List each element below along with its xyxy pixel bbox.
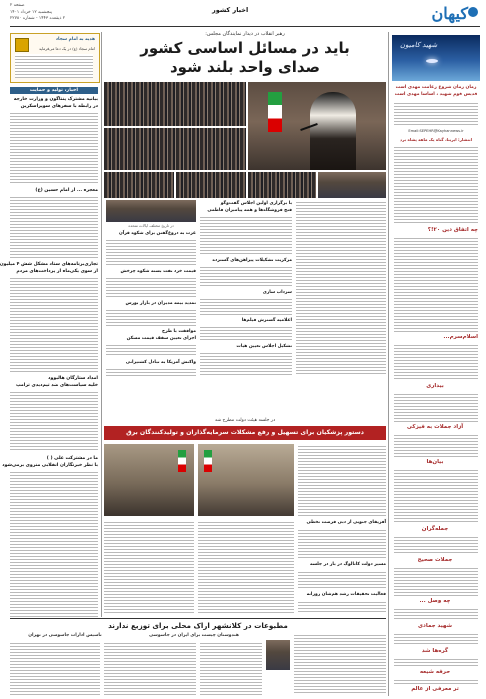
mid-text-c1 <box>106 238 196 266</box>
kayhan-logo[interactable] <box>428 4 480 28</box>
right-text-9 <box>394 607 478 621</box>
section-label: اخبار کشور <box>212 6 249 14</box>
date-line-1: پنجشنبه ۱۲ خرداد ۱۴۰۱ <box>10 10 53 15</box>
mid-h10: موافقت با طرح <box>161 329 196 334</box>
left-item4-head: امداد ستارگان هالیوود <box>48 376 98 381</box>
left-column <box>0 31 98 619</box>
left-column-divider <box>101 32 102 617</box>
mid-h7: عزت به دروغ‌گفتن برای شکوه قرآن <box>118 231 196 236</box>
ad-body <box>15 54 93 78</box>
bottom-text-2 <box>200 641 262 695</box>
flag-icon-2 <box>178 450 186 472</box>
right-text-4 <box>394 392 478 422</box>
mid-text-c4 <box>106 343 196 357</box>
left-item1-sub: در رابطه با سفرهای سوپراسکرین <box>20 104 98 109</box>
mid-h11: اجرای تعیین سقف قیمت مسکن <box>126 336 196 341</box>
moon-icon <box>426 59 438 63</box>
masthead-rule <box>10 26 480 27</box>
right-heading-10: شهید جمادی <box>418 623 452 629</box>
second-text-l2 <box>198 520 294 614</box>
mid-caption-1: در تاریخ مختلف ایالات متحده <box>128 223 174 228</box>
left-text-2 <box>10 195 98 259</box>
left-text-4 <box>10 390 98 452</box>
quote-body <box>394 101 478 127</box>
mid-text-c5 <box>106 367 196 376</box>
photo-collage <box>104 80 386 198</box>
logo-emblem-icon <box>468 7 478 17</box>
quote-line-2: قدیس قوم شهید ، اساسا مهدی است <box>394 92 478 97</box>
right-heading-12: حرفه شیعه <box>419 669 451 675</box>
left-item2-head: معجزه ... از امام حسین (ع) <box>35 188 98 193</box>
bottom-headline[interactable]: مطبوعات در کلانشهر اراک محلی برای توزیع ندارند <box>108 621 288 630</box>
mid-text-c2 <box>106 276 196 298</box>
leader-figure <box>310 92 356 170</box>
right-text-10 <box>394 632 478 646</box>
right-heading-7: جمله‌گران <box>421 526 449 532</box>
logo-text: کیهان <box>431 4 468 23</box>
right-heading-8: جملات صحیح <box>417 557 453 563</box>
right-heading-6: بیان‌ها <box>426 459 444 465</box>
bottom-text-3 <box>104 641 196 695</box>
mid-text-b3 <box>200 297 292 315</box>
main-headline-2[interactable]: صدای واحد بلند شود <box>169 58 321 76</box>
mid-h12: واکنش آمریکا به تبادل کشتیرانی <box>125 360 196 365</box>
mid-h3: مرکزیت تشکیلات پیراهن‌های گسترده <box>212 258 292 263</box>
left-item3-sub: از سوی یکی‌ماه از پرداخت‌های مردم <box>16 269 98 274</box>
right-text-11 <box>394 657 478 667</box>
sub-head: انتشار: ایرینا، گناه یک ماهه پشاه برد <box>400 137 472 142</box>
right-heading-5: آزاد جملات به فیزکی <box>406 424 464 430</box>
right-text-5 <box>394 433 478 457</box>
lower-h1: آفریقای جنوبی از دبی فرصت تخطی <box>306 520 386 525</box>
sky-banner[interactable] <box>392 35 480 81</box>
bottom-text-1 <box>294 633 386 695</box>
second-headline: دستور پزشکیان برای تسهیل و رفع مشکلات سرمایه‌گذاران و تولیدکنندگان برق <box>126 429 364 436</box>
masthead <box>4 0 486 30</box>
right-heading-3: اسلام‌سرم... <box>443 334 478 340</box>
left-text-5 <box>10 470 98 618</box>
mid-text-c3 <box>106 308 196 326</box>
mid-text-b5 <box>200 351 292 376</box>
photo-audience-1[interactable] <box>104 82 246 126</box>
email-line[interactable]: Email:SEPEHR@Kayhannews.ir <box>408 129 464 133</box>
ad-title: هدیه به امام سجاد <box>55 37 95 42</box>
mid-text-b4 <box>200 325 292 341</box>
right-text-12 <box>394 678 478 684</box>
left-item4-sub: خلیه سیاست‌های ضد تیم‌دیدی ترامپ <box>16 383 98 388</box>
news-box-title: اخبار، تولید و حمایت <box>10 87 98 94</box>
right-text-3 <box>394 343 478 381</box>
mid-text-b2 <box>200 265 292 287</box>
mid-columns <box>104 200 386 400</box>
photo-speaker[interactable] <box>318 172 386 198</box>
second-text-right <box>298 444 386 516</box>
right-heading-13: تر معرفی از عالم <box>411 686 459 692</box>
right-text-7 <box>394 535 478 555</box>
lower-h2: مسیر دولت کاتالوگ در باز در جلسه <box>309 562 386 567</box>
right-heading-9: چه وصل ... <box>419 598 451 604</box>
right-column <box>392 31 480 697</box>
main-kicker: رهبر انقلاب در دیدار نمایندگان مجلس: <box>205 31 285 37</box>
left-item5-sub: با نظر خبرنگاران انقلابی منزوی برمی‌شود <box>2 463 98 468</box>
mid-h2: فتح فروشگاه‌ها و همه پیامبران فاطمی <box>207 208 292 213</box>
right-text-1 <box>394 145 478 225</box>
mid-h6: تشکیل اجلاس تعیین هیات <box>236 344 292 349</box>
gift-ad[interactable] <box>10 33 100 83</box>
second-headline-band[interactable] <box>104 426 386 440</box>
banner-title: شهید کامیون <box>400 41 438 49</box>
photo-audience-5[interactable] <box>248 172 316 198</box>
right-heading-4: بیداری <box>426 383 444 389</box>
second-text-l1 <box>104 520 194 614</box>
gift-icon <box>15 38 29 52</box>
left-item3-head: تجاری‌برنامه‌های ستاد مشکل شش ۴ میلیون <box>0 262 98 267</box>
second-text-r2 <box>298 528 386 560</box>
ad-sub: امام سجاد (ع) در یک دعا می‌فرماید <box>39 46 95 51</box>
date-line-2: ۲ ذیقعده ۱۴۴۳ - شماره ۲۲۷۸۰ <box>10 16 66 21</box>
right-text-6 <box>394 468 478 524</box>
second-kicker: در جلسه هیئت دولت مطرح شد <box>214 418 276 423</box>
mid-photo-small[interactable] <box>106 200 196 222</box>
cabinet-photo-1[interactable] <box>198 444 294 516</box>
second-text-r3 <box>298 570 386 590</box>
bottom-sub-2: تاسیس ادارات جاسوسی در تهران <box>28 633 102 638</box>
left-item1-head: بیانیه مشترک پنتاگون و وزارت خارجه <box>13 97 98 102</box>
bottom-text-4 <box>10 641 100 695</box>
second-text-r4 <box>298 600 386 614</box>
right-text-8 <box>394 566 478 596</box>
mid-h1: با برگزاری اولین اجلاس گفت‌وگو <box>220 201 292 206</box>
right-column-divider <box>388 32 389 696</box>
photo-audience-3[interactable] <box>104 172 174 198</box>
right-heading-2: چه اتفاق دین ۲۰!؟ <box>427 227 478 233</box>
photo-audience-4[interactable] <box>176 172 246 198</box>
right-text-2 <box>394 236 478 332</box>
bottom-rule <box>10 618 386 619</box>
mid-text-a1 <box>296 200 386 376</box>
mid-h5: اعلامیه گسترش فیلم‌ها <box>241 318 292 323</box>
right-heading-11: گره‌ها شد <box>421 648 449 654</box>
page-number: صفحه ۲ <box>10 3 25 8</box>
mid-h8: قیمت خرد نفت بسته شکوه چرخش <box>120 269 196 274</box>
bottom-photo[interactable] <box>266 640 290 670</box>
main-photo-leader[interactable] <box>248 82 386 170</box>
left-text-1 <box>10 111 98 185</box>
iran-flag <box>268 92 282 132</box>
lower-h3: فعالیت تحقیقات رشد هم‌شان روزانه <box>306 592 386 597</box>
bottom-sub-1: هندوستان چیست برای ایران در جاسوسی <box>149 633 239 638</box>
main-headline-1[interactable]: باید در مسائل اساسی کشور <box>140 39 350 57</box>
left-text-3 <box>10 276 98 372</box>
cabinet-photo-2[interactable] <box>104 444 194 516</box>
mid-h4: سرداب سازی <box>262 290 292 295</box>
flag-icon-1 <box>204 450 212 472</box>
photo-audience-2[interactable] <box>104 128 246 170</box>
left-item5-head: ما در مشترکت علی ( ) <box>46 456 98 461</box>
mid-h9: تمدید بیمه مدیران در بازار بورس <box>125 301 196 306</box>
mid-text-b1 <box>200 215 292 255</box>
quote-line-1: زمان زمان شروع زعامت مهدی است <box>395 85 477 90</box>
